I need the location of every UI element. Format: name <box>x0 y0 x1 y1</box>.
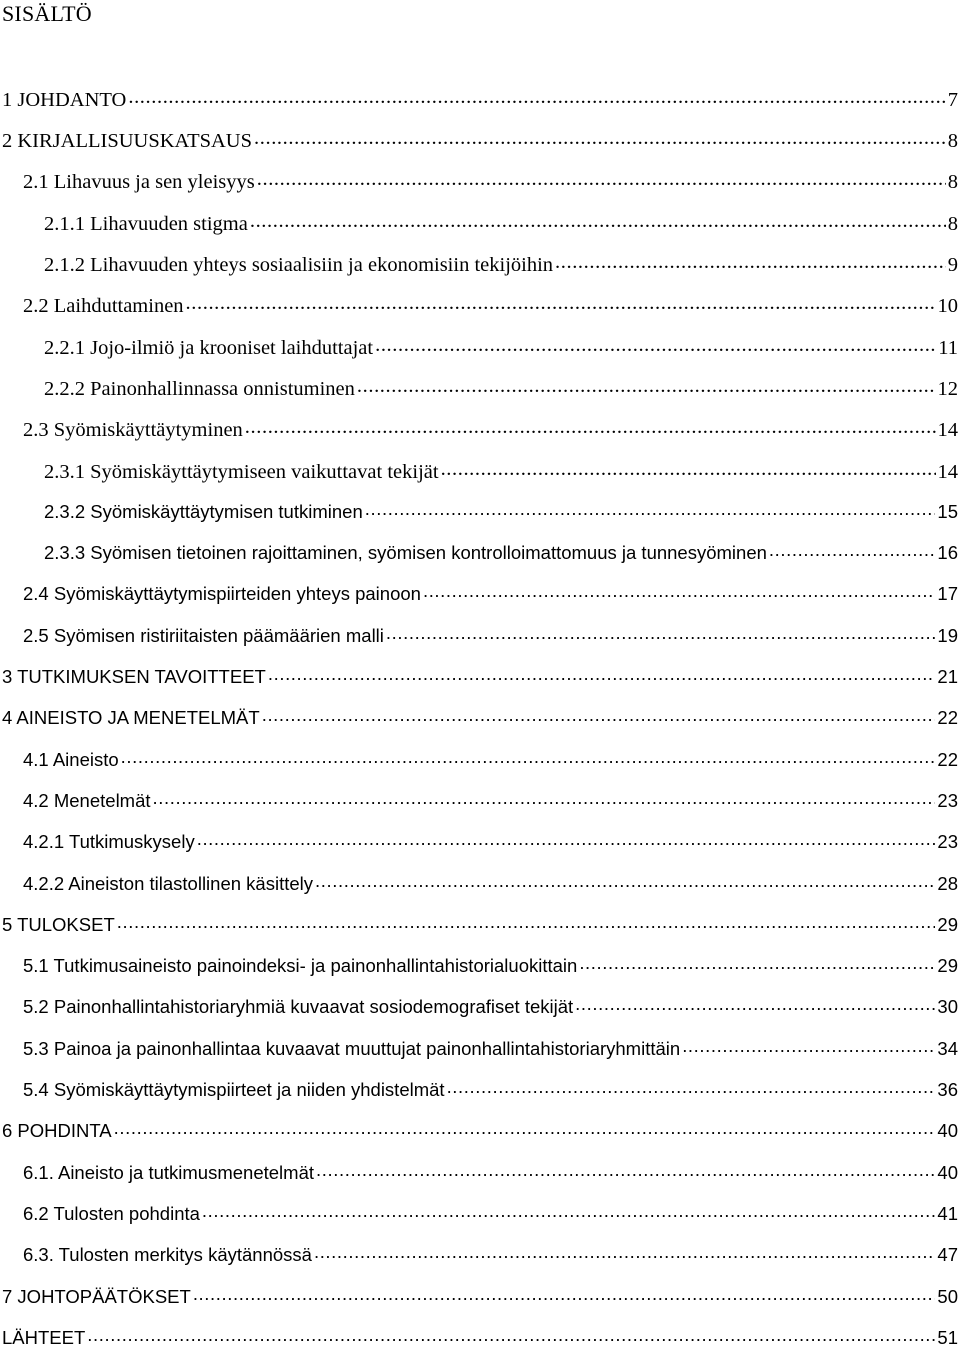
toc-dot-leader <box>316 1160 935 1179</box>
toc-dot-leader <box>423 582 935 601</box>
toc-entry-label: 2.1.2 Lihavuuden yhteys sosiaalisiin ja ekonomisiin tekijöihin <box>44 254 554 277</box>
page-title: SISÄLTÖ <box>2 1 92 26</box>
toc-dot-leader <box>682 1036 935 1055</box>
toc-entry-page-number: 8 <box>947 171 958 194</box>
toc-dot-leader <box>314 1243 935 1262</box>
toc-entry-page-number: 36 <box>937 1079 958 1101</box>
toc-dot-leader <box>375 333 936 354</box>
toc-entry-label: 2.4 Syömiskäyttäytymispiirteiden yhteys painoon <box>23 583 421 605</box>
toc-entry-page-number: 40 <box>937 1161 958 1183</box>
toc-entry-label: 1 JOHDANTO <box>2 88 127 111</box>
toc-entry-page-number: 34 <box>937 1037 958 1059</box>
toc-dot-leader <box>257 168 946 189</box>
toc-entry[interactable] <box>0 408 960 449</box>
toc-entry[interactable] <box>0 202 960 243</box>
toc-entry-label: 5.1 Tutkimusaineisto painoindeksi- ja painonhallintahistorialuokittain <box>23 955 578 977</box>
toc-entry-label: 4.1 Aineisto <box>23 748 119 770</box>
toc-entry-label: 5 TULOKSET <box>2 913 115 935</box>
toc-entry[interactable] <box>0 119 960 160</box>
toc-dot-leader <box>386 623 936 642</box>
toc-dot-leader <box>579 954 935 973</box>
toc-entry-label: 6.2 Tulosten pohdinta <box>23 1202 200 1224</box>
toc-entry-page-number: 29 <box>937 955 958 977</box>
toc-entry[interactable] <box>0 987 960 1028</box>
toc-dot-leader <box>365 499 936 518</box>
toc-entry-page-number: 28 <box>937 872 958 894</box>
toc-entry[interactable] <box>0 904 960 945</box>
toc-entry-label: 2.3.2 Syömiskäyttäytymisen tutkiminen <box>44 500 363 522</box>
toc-entry-label: 2.2.1 Jojo-ilmiö ja krooniset laihduttajat <box>44 336 374 359</box>
toc-entry-label: 3 TUTKIMUKSEN TAVOITTEET <box>2 666 266 688</box>
toc-entry[interactable] <box>0 491 960 532</box>
toc-entry-label: 6 POHDINTA <box>2 1120 112 1142</box>
toc-entry[interactable] <box>0 697 960 738</box>
toc-entry-label: 5.2 Painonhallintahistoriaryhmiä kuvaavat sosiodemografiset tekijät <box>23 996 574 1018</box>
toc-entry-page-number: 23 <box>937 831 958 853</box>
toc-entry-label: 2.2.2 Painonhallinnassa onnistuminen <box>44 377 355 400</box>
toc-entry[interactable] <box>0 1152 960 1193</box>
toc-entry[interactable] <box>0 656 960 697</box>
toc-entry-label: 2.2 Laihduttaminen <box>23 295 184 318</box>
toc-entry[interactable] <box>0 450 960 491</box>
toc-entry-label: 2.5 Syömisen ristiriitaisten päämäärien malli <box>23 624 384 646</box>
toc-dot-leader <box>315 871 935 890</box>
toc-entry-label: 2.3.1 Syömiskäyttäytymiseen vaikuttavat tekijät <box>44 460 439 483</box>
toc-entry-page-number: 11 <box>938 336 958 359</box>
toc-entry-label: 4 AINEISTO JA MENETELMÄT <box>2 707 260 729</box>
toc-entry-page-number: 19 <box>937 624 958 646</box>
toc-entry-page-number: 50 <box>937 1285 958 1307</box>
toc-entry[interactable] <box>0 945 960 986</box>
toc-entry[interactable] <box>0 1317 960 1358</box>
toc-entry-label: 2.1.1 Lihavuuden stigma <box>44 212 248 235</box>
toc-entry-page-number: 41 <box>937 1202 958 1224</box>
toc-dot-leader <box>250 209 946 230</box>
toc-dot-leader <box>268 665 936 684</box>
toc-entry[interactable] <box>0 780 960 821</box>
toc-entry[interactable] <box>0 739 960 780</box>
toc-dot-leader <box>245 416 936 437</box>
toc-entry[interactable] <box>0 532 960 573</box>
toc-dot-leader <box>87 1325 935 1344</box>
toc-entry-label: 2.3 Syömiskäyttäytyminen <box>23 419 243 442</box>
toc-entry-label: 5.4 Syömiskäyttäytymispiirteet ja niiden yhdistelmät <box>23 1079 445 1101</box>
toc-entry-page-number: 30 <box>937 996 958 1018</box>
toc-entry-page-number: 22 <box>937 707 958 729</box>
toc-entry-page-number: 8 <box>947 130 958 153</box>
toc-entry-page-number: 8 <box>947 212 958 235</box>
toc-entry[interactable] <box>0 615 960 656</box>
toc-dot-leader <box>117 912 936 931</box>
toc-entry-page-number: 47 <box>937 1244 958 1266</box>
toc-entry-page-number: 29 <box>937 913 958 935</box>
toc-entry[interactable] <box>0 1028 960 1069</box>
toc-dot-leader <box>114 1119 936 1138</box>
toc-entry-label: 7 JOHTOPÄÄTÖKSET <box>2 1285 191 1307</box>
toc-entry-label: 4.2.2 Aineiston tilastollinen käsittely <box>23 872 314 894</box>
toc-entry-page-number: 22 <box>937 748 958 770</box>
toc-dot-leader <box>357 374 936 395</box>
toc-entry[interactable] <box>0 1110 960 1151</box>
toc-entry-label: 4.2 Menetelmät <box>23 789 151 811</box>
toc-entry-label: 4.2.1 Tutkimuskysely <box>23 831 195 853</box>
toc-entry[interactable] <box>0 284 960 325</box>
toc-entry-label: 2 KIRJALLISUUSKATSAUS <box>2 130 253 153</box>
toc-entry-page-number: 17 <box>937 583 958 605</box>
toc-dot-leader <box>441 457 936 478</box>
toc-entry[interactable] <box>0 243 960 284</box>
toc-entry-page-number: 21 <box>937 666 958 688</box>
toc-entry[interactable] <box>0 1276 960 1317</box>
toc-entry-page-number: 51 <box>937 1326 958 1348</box>
toc-dot-leader <box>197 830 936 849</box>
toc-entry-label: LÄHTEET <box>2 1326 86 1348</box>
toc-dot-leader <box>769 541 936 560</box>
toc-entry[interactable] <box>0 574 960 615</box>
toc-entry-page-number: 14 <box>937 419 958 442</box>
toc-entry[interactable] <box>0 821 960 862</box>
toc-entry-page-number: 23 <box>937 789 958 811</box>
toc-entry-label: 2.3.3 Syömisen tietoinen rajoittaminen, syömisen kontrolloimattomuus ja tunnesyöminen <box>44 542 767 564</box>
toc-dot-leader <box>555 251 946 272</box>
toc-entry-page-number: 15 <box>937 500 958 522</box>
toc-entry-page-number: 9 <box>947 254 958 277</box>
toc-dot-leader <box>186 292 936 313</box>
toc-entry-page-number: 10 <box>937 295 958 318</box>
toc-dot-leader <box>575 995 935 1014</box>
toc-entry-page-number: 16 <box>937 542 958 564</box>
toc-entry-page-number: 14 <box>937 460 958 483</box>
toc-entry[interactable] <box>0 367 960 408</box>
toc-dot-leader <box>254 127 946 148</box>
toc-entry-label: 2.1 Lihavuus ja sen yleisyys <box>23 171 255 194</box>
toc-entry[interactable] <box>0 863 960 904</box>
toc-entry-label: 6.3. Tulosten merkitys käytännössä <box>23 1244 312 1266</box>
toc-entry[interactable] <box>0 161 960 202</box>
toc-entry-page-number: 7 <box>947 88 958 111</box>
table-of-contents <box>0 78 960 1358</box>
toc-entry[interactable] <box>0 1193 960 1234</box>
toc-dot-leader <box>202 1201 936 1220</box>
toc-dot-leader <box>447 1078 936 1097</box>
toc-entry[interactable] <box>0 326 960 367</box>
toc-dot-leader <box>121 747 936 766</box>
toc-entry-label: 6.1. Aineisto ja tutkimusmenetelmät <box>23 1161 315 1183</box>
toc-entry[interactable] <box>0 78 960 119</box>
toc-entry-page-number: 12 <box>937 377 958 400</box>
toc-dot-leader <box>193 1284 936 1303</box>
toc-dot-leader <box>153 788 936 807</box>
toc-entry[interactable] <box>0 1069 960 1110</box>
toc-entry-label: 5.3 Painoa ja painonhallintaa kuvaavat muuttujat painonhallintahistoriaryhmittäin <box>23 1037 681 1059</box>
toc-dot-leader <box>128 85 945 106</box>
toc-entry-page-number: 40 <box>937 1120 958 1142</box>
toc-dot-leader <box>262 706 936 725</box>
toc-entry[interactable] <box>0 1234 960 1275</box>
